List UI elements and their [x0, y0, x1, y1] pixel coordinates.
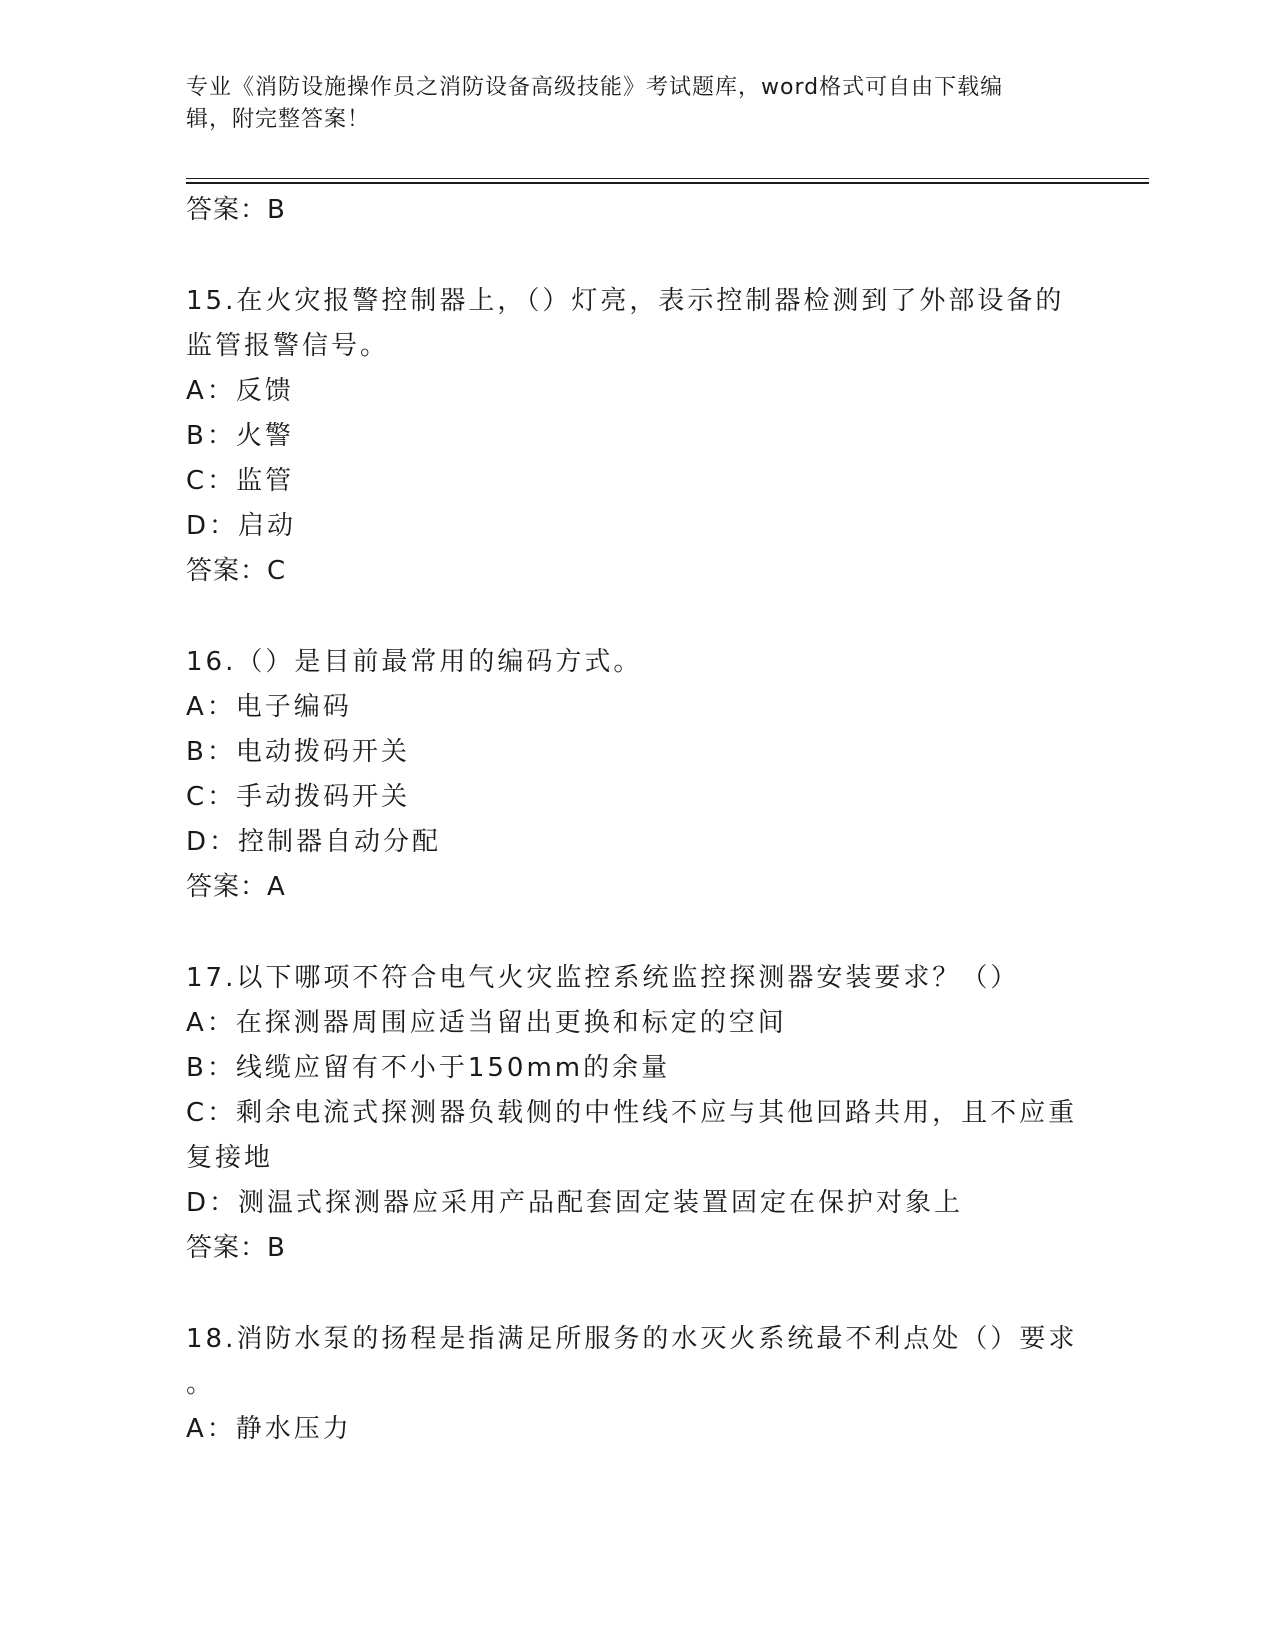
spacer: [186, 1271, 1086, 1317]
option-a: A：电子编码: [186, 692, 352, 722]
answer-line: 答案：B: [186, 1233, 286, 1263]
question-stem: 15.在火灾报警控制器上，（）灯亮，表示控制器检测到了外部设备的: [186, 286, 1065, 316]
option-c: C：手动拨码开关: [186, 782, 411, 812]
header-line-2: 辑，附完整答案！: [186, 107, 371, 132]
question-15: [186, 279, 1086, 594]
question-stem: 16.（）是目前最常用的编码方式。: [186, 647, 643, 677]
question-17: [186, 956, 1086, 1271]
answer-line: 答案：A: [186, 872, 286, 902]
header-line-1: 专业《消防设施操作员之消防设备高级技能》考试题库，word格式可自由下载编: [186, 75, 1004, 100]
option-c: C：监管: [186, 466, 295, 496]
option-a: A：反馈: [186, 376, 294, 406]
option-a: A：在探测器周围应适当留出更换和标定的空间: [186, 1008, 787, 1038]
question-18: [186, 1317, 1086, 1452]
question-stem-continued: 。: [186, 1369, 216, 1399]
question-stem: 18.消防水泵的扬程是指满足所服务的水灭火系统最不利点处（）要求: [186, 1324, 1078, 1354]
option-a: A：静水压力: [186, 1414, 352, 1444]
option-d: D：测温式探测器应采用产品配套固定装置固定在保护对象上: [186, 1188, 964, 1218]
option-d: D：启动: [186, 511, 297, 541]
spacer: [186, 594, 1086, 640]
document-header: [186, 72, 1066, 136]
option-c-continued: 复接地: [186, 1143, 274, 1173]
spacer: [186, 233, 1086, 279]
header-divider-thick: [186, 182, 1149, 184]
answer-line: 答案：B: [186, 195, 286, 225]
answer-line: 答案：C: [186, 556, 287, 586]
question-stem: 17.以下哪项不符合电气火灾监控系统监控探测器安装要求？（）: [186, 963, 1020, 993]
option-d: D：控制器自动分配: [186, 827, 442, 857]
option-b: B：火警: [186, 421, 294, 451]
spacer: [186, 910, 1086, 956]
option-b: B：线缆应留有不小于150mm的余量: [186, 1053, 671, 1083]
question-stem-continued: 监管报警信号。: [186, 331, 390, 361]
header-divider-thin: [186, 178, 1149, 179]
question-16: [186, 640, 1086, 910]
question-list: [186, 188, 1086, 1452]
option-b: B：电动拨码开关: [186, 737, 410, 767]
option-c: C：剩余电流式探测器负载侧的中性线不应与其他回路共用，且不应重: [186, 1098, 1078, 1128]
